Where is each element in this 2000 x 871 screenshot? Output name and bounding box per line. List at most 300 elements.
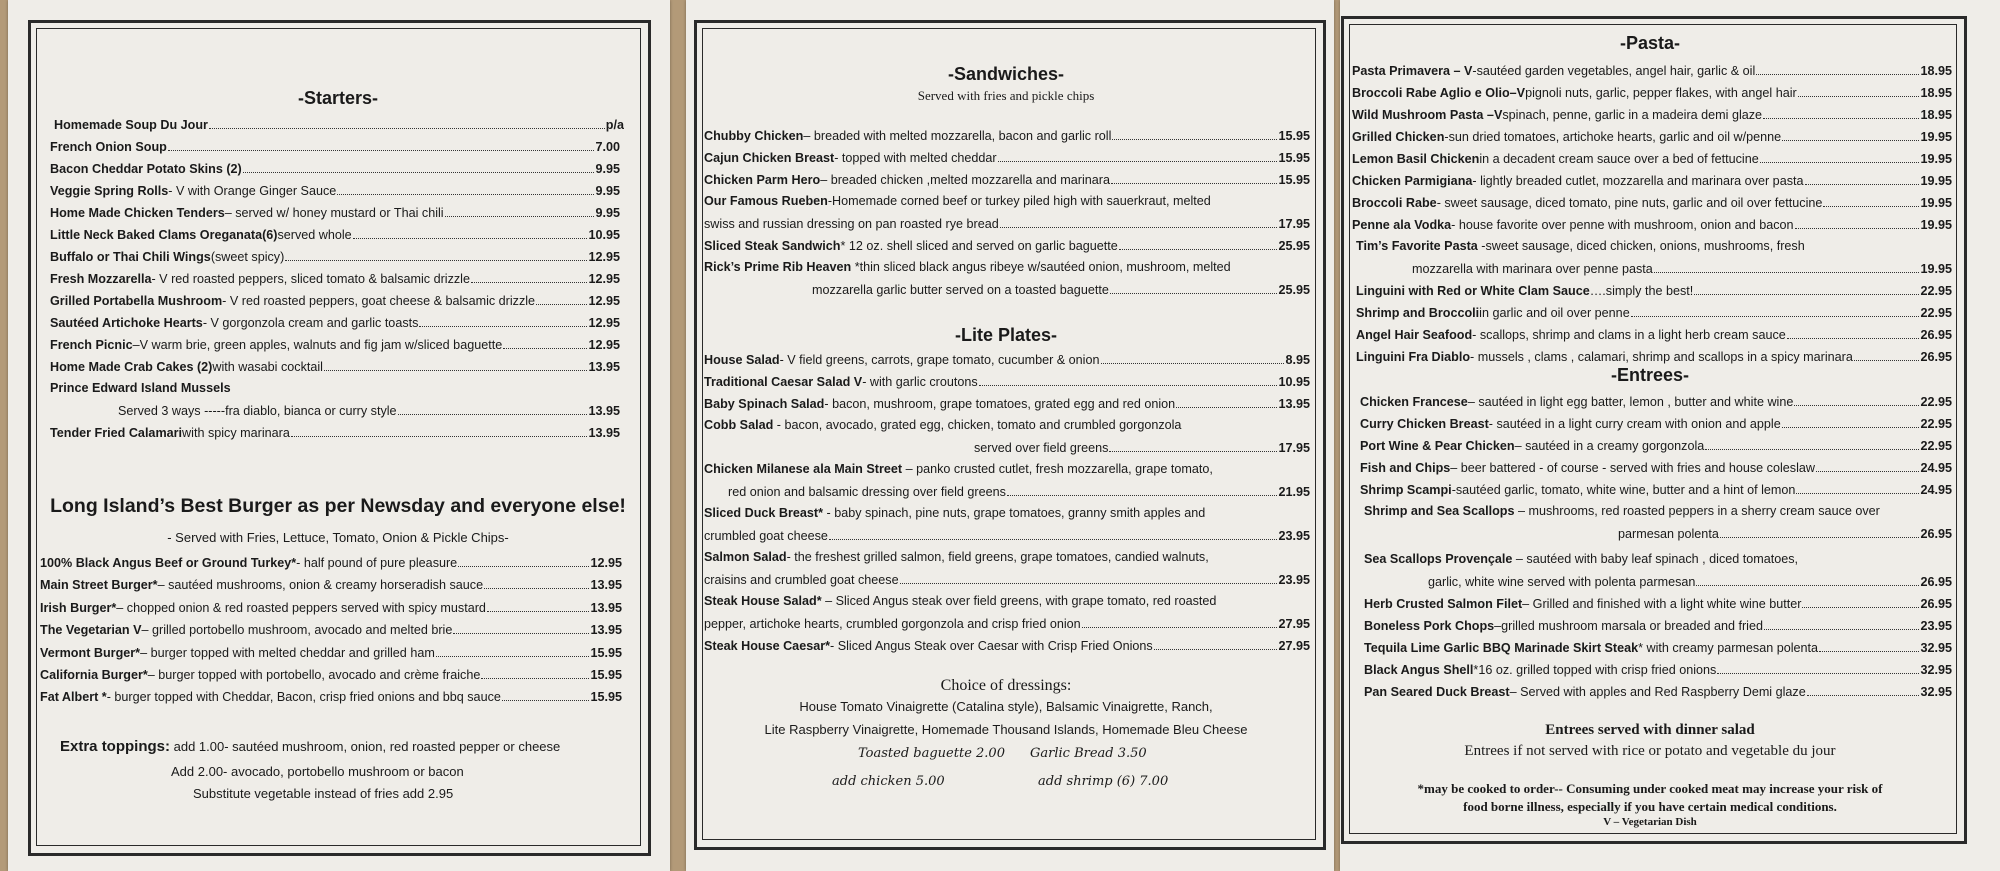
- item-description: - V with Orange Ginger Sauce: [168, 184, 337, 198]
- warning-line-2: food borne illness, especially if you have certain medical conditions.: [1463, 799, 1837, 814]
- item-price: 15.95: [590, 668, 622, 682]
- item-price: 12.95: [588, 272, 620, 286]
- item-description: – Served with apples and Red Raspberry Demi glaze: [1509, 685, 1806, 699]
- item-price: 9.95: [595, 184, 620, 198]
- item-description: *thin sliced black angus ribeye w/sautéed onion, mushroom, melted: [851, 260, 1231, 274]
- item-description: – panko crusted cutlet, fresh mozzarella, grape tomato,: [902, 462, 1213, 476]
- menu-item-lemon-basil-chicken: [1352, 148, 1952, 168]
- menu-item-california-burger: [40, 664, 622, 684]
- item-description: swiss and russian dressing on pan roasted rye bread: [704, 217, 999, 231]
- item-price: 21.95: [1278, 485, 1310, 499]
- menu-item-tim-s-favorite-pasta: [1356, 236, 1805, 256]
- item-price: 18.95: [1920, 64, 1952, 78]
- item-name: Penne ala Vodka: [1352, 218, 1452, 232]
- menu-item-served-over-field-greens: [974, 437, 1310, 457]
- item-price: 13.95: [1278, 397, 1310, 411]
- dot-leader: [1819, 637, 1919, 652]
- dot-leader: [168, 136, 595, 151]
- menu-item-mussels-cont: [118, 400, 620, 420]
- menu-item-tequila-lime-garlic-bbq-marinade-skirt-s: [1364, 637, 1952, 657]
- item-name: Little Neck Baked Clams Oreganata(6): [50, 228, 278, 242]
- item-price: 10.95: [588, 228, 620, 242]
- item-name: Linguini Fra Diablo: [1356, 350, 1471, 364]
- item-price: 8.95: [1285, 353, 1310, 367]
- menu-item-main-street-burger: [40, 574, 622, 594]
- item-price: 26.95: [1920, 527, 1952, 541]
- dot-leader: [285, 246, 587, 261]
- item-name: Fat Albert *: [40, 690, 107, 705]
- dressings-line-1: House Tomato Vinaigrette (Catalina style), Balsamic Vinaigrette, Ranch,: [799, 699, 1213, 714]
- menu-item-linguini-fra-diablo: [1356, 346, 1952, 366]
- handwritten-add-shrimp: add shrimp (6) 7.00: [1038, 774, 1169, 789]
- item-description: - V gorgonzola cream and garlic toasts: [202, 316, 419, 330]
- item-name: Sautéed Artichoke Hearts: [50, 316, 203, 330]
- menu-item-chicken-francese: [1360, 391, 1952, 411]
- menu-item-fish-and-chips: [1360, 457, 1952, 477]
- item-description: - sweet sausage, diced tomato, pine nuts, garlic and oil over fettucine: [1436, 196, 1823, 210]
- item-name: Tim’s Favorite Pasta: [1356, 239, 1478, 253]
- dot-leader: [1802, 593, 1919, 608]
- item-name: Shrimp Scampi: [1360, 483, 1452, 497]
- item-description: – burger topped with portobello, avocado and crème fraiche: [147, 668, 481, 682]
- menu-item-chicken-milanese-ala-main-street: [704, 459, 1213, 479]
- item-description: – sautéed with baby leaf spinach , diced tomatoes,: [1512, 552, 1799, 566]
- item-name: Steak House Salad*: [704, 594, 822, 608]
- sandwiches-title: -Sandwiches-: [947, 64, 1065, 84]
- item-name: Buffalo or Thai Chili Wings: [50, 250, 211, 264]
- item-price: 22.95: [1920, 284, 1952, 298]
- item-description: * 12 oz. shell sliced and served on garlic baguette: [840, 239, 1118, 253]
- menu-item-traditional-caesar-salad-v: [704, 371, 1310, 391]
- item-name: Lemon Basil Chicken: [1352, 152, 1480, 166]
- item-price: 17.95: [1278, 441, 1310, 455]
- item-description: (sweet spicy): [210, 250, 285, 264]
- menu-item-mozzarella-with-marinara-over-penne-past: [1412, 258, 1952, 278]
- menu-item-broccoli-rabe-aglio-e-olio-v: [1352, 82, 1952, 102]
- menu-item-chicken-parm-hero: [704, 169, 1310, 189]
- dot-leader: [1109, 437, 1277, 452]
- item-price: 27.95: [1278, 617, 1310, 631]
- item-name: Chicken Parmigiana: [1352, 174, 1473, 188]
- item-price: 23.95: [1920, 619, 1952, 633]
- item-name: Port Wine & Pear Chicken: [1360, 439, 1515, 453]
- pasta-title: -Pasta-: [1619, 33, 1681, 53]
- dot-leader: [503, 334, 587, 349]
- dot-leader: [337, 180, 594, 195]
- menu-item-home-made-crab-cakes-2: [50, 356, 620, 376]
- item-description: - with garlic croutons: [862, 375, 978, 389]
- dot-leader: [445, 202, 595, 217]
- item-price: 10.95: [1278, 375, 1310, 389]
- item-price: 13.95: [588, 404, 620, 418]
- item-description: - sautéed in a light curry cream with onion and apple: [1488, 417, 1781, 431]
- item-price: 19.95: [1920, 218, 1952, 232]
- item-name: Cajun Chicken Breast: [704, 151, 835, 165]
- dot-leader: [1717, 659, 1919, 674]
- item-description: served whole: [277, 228, 352, 242]
- item-name: Tender Fried Calamari: [50, 426, 183, 440]
- item-description: - the freshest grilled salmon, field greens, grape tomatoes, candied walnuts,: [786, 550, 1209, 564]
- item-name: Our Famous Rueben: [704, 194, 828, 208]
- dot-leader: [1798, 82, 1920, 97]
- dot-leader: [436, 642, 590, 657]
- item-name: Tequila Lime Garlic BBQ Marinade Skirt Steak: [1364, 641, 1639, 655]
- item-price: 12.95: [588, 316, 620, 330]
- item-name: Herb Crusted Salmon Filet: [1364, 597, 1523, 611]
- item-name: Irish Burger*: [40, 600, 117, 615]
- dot-leader: [487, 597, 590, 612]
- dot-leader: [1756, 60, 1919, 75]
- dot-leader: [1782, 413, 1920, 428]
- item-description: – sautéed in light egg batter, lemon , butter and white wine: [1467, 395, 1794, 409]
- item-name: Traditional Caesar Salad V: [704, 375, 863, 389]
- menu-item-irish-burger: [40, 597, 622, 617]
- menu-item-boneless-pork-chops: [1364, 615, 1952, 635]
- item-name: Home Made Chicken Tenders: [50, 206, 225, 220]
- item-description: - bacon, avocado, grated egg, chicken, tomato and crumbled gorgonzola: [773, 418, 1182, 432]
- dot-leader: [1176, 393, 1277, 408]
- dot-leader: [502, 686, 590, 701]
- item-description: garlic, white wine served with polenta parmesan: [1428, 575, 1696, 589]
- dot-leader: [1816, 457, 1920, 472]
- menu-item-veggie-spring-rolls: [50, 180, 620, 200]
- dot-leader: [481, 664, 589, 679]
- item-description: - Sliced Angus Steak over Caesar with Crisp Fried Onions: [830, 639, 1153, 653]
- menu-item-100-black-angus-beef-or-ground-turkey: [40, 552, 622, 572]
- menu-item-sliced-steak-sandwich: [704, 235, 1310, 255]
- right-panel: [1340, 0, 2000, 871]
- dot-leader: [1101, 349, 1285, 364]
- item-name: Curry Chicken Breast: [1360, 417, 1489, 431]
- item-description: - mussels , clams , calamari, shrimp and scallops in a spicy marinara: [1470, 350, 1853, 364]
- item-price: 32.95: [1920, 641, 1952, 655]
- item-description: -Homemade corned beef or turkey piled high with sauerkraut, melted: [827, 194, 1211, 208]
- item-description: with spicy marinara: [182, 426, 290, 440]
- item-name: Bacon Cheddar Potato Skins (2): [50, 162, 242, 176]
- menu-item-grilled-chicken: [1352, 126, 1952, 146]
- item-description: – sautéed in a creamy gorgonzola: [1514, 439, 1705, 453]
- item-name: Linguini with Red or White Clam Sauce: [1356, 284, 1590, 298]
- item-price: 15.95: [1278, 129, 1310, 143]
- item-name: Rick’s Prime Rib Heaven: [704, 260, 852, 274]
- dot-leader: [419, 312, 587, 327]
- item-name: Pan Seared Duck Breast: [1364, 685, 1510, 699]
- item-description: - V red roasted peppers, sliced tomato & balsamic drizzle: [151, 272, 470, 286]
- dot-leader: [998, 147, 1278, 162]
- item-description: *16 oz. grilled topped with crisp fried onions: [1473, 663, 1717, 677]
- dressings-title: Choice of dressings:: [940, 677, 1072, 694]
- item-description: -sautéed garlic, tomato, white wine, butter and a hint of lemon: [1451, 483, 1796, 497]
- dot-leader: [1654, 258, 1920, 273]
- menu-item-cobb-salad: [704, 415, 1181, 435]
- salad-note: Entrees served with dinner salad: [1545, 722, 1755, 738]
- menu-item-craisins-and-crumbled-goat-cheese: [704, 569, 1310, 589]
- lite-plates-title: -Lite Plates-: [954, 325, 1058, 345]
- menu-item-fresh-mozzarella: [50, 268, 620, 288]
- menu-item-red-onion-and-balsamic-dressing-over-fie: [728, 481, 1310, 501]
- item-price: 15.95: [590, 645, 622, 660]
- item-price: 26.95: [1920, 597, 1952, 611]
- toppings-line-1: Extra toppings: add 1.00- sautéed mushroom, onion, red roasted pepper or cheese: [60, 738, 561, 755]
- item-description: – Sliced Angus steak over field greens, with grape tomato, red roasted: [821, 594, 1217, 608]
- item-description: mozzarella garlic butter served on a toasted baguette: [812, 283, 1109, 297]
- menu-item-little-neck-baked-clams-oreganata-6: [50, 224, 620, 244]
- item-price: 23.95: [1278, 573, 1310, 587]
- entrees-title: -Entrees-: [1610, 365, 1690, 385]
- warning-line-1: *may be cooked to order-- Consuming under cooked meat may increase your risk of: [1417, 781, 1883, 796]
- menu-item-rick-s-prime-rib-heaven: [704, 257, 1231, 277]
- menu-item-linguini-with-red-or-white-clam-sauce: [1356, 280, 1952, 300]
- menu-item-prince-edward-island-mussels: [50, 378, 620, 398]
- item-price: 12.95: [588, 250, 620, 264]
- item-price: 19.95: [1920, 262, 1952, 276]
- item-description: – chopped onion & red roasted peppers served with spicy mustard: [116, 600, 486, 615]
- item-name: California Burger*: [40, 668, 148, 682]
- dot-leader: [1694, 280, 1919, 295]
- item-price: 26.95: [1920, 328, 1952, 342]
- item-description: – beer battered - of course - served with fries and house coleslaw: [1450, 461, 1815, 475]
- menu-item-bacon-cheddar-potato-skins-2: [50, 158, 620, 178]
- dot-leader: [1763, 104, 1919, 119]
- menu-item-house-salad: [704, 349, 1310, 369]
- menu-item-mozzarella-garlic-butter-served-on-a-toa: [812, 279, 1310, 299]
- item-description: - lightly breaded cutlet, mozzarella and marinara over pasta: [1472, 174, 1804, 188]
- dot-leader: [1110, 279, 1278, 294]
- item-name: Sliced Duck Breast*: [704, 506, 823, 520]
- item-name: Pasta Primavera – V: [1352, 64, 1473, 78]
- item-price: 32.95: [1920, 685, 1952, 699]
- menu-item-buffalo-or-thai-chili-wings: [50, 246, 620, 266]
- menu-item-shrimp-and-broccoli: [1356, 302, 1952, 322]
- menu-item-the-vegetarian-v: [40, 619, 622, 639]
- item-name: Main Street Burger*: [40, 578, 158, 593]
- toppings-label: Extra toppings:: [60, 738, 171, 755]
- menu-item-swiss-and-russian-dressing-on-pan-roaste: [704, 213, 1310, 233]
- item-price: 22.95: [1920, 395, 1952, 409]
- item-price: 9.95: [595, 206, 620, 220]
- item-description: red onion and balsamic dressing over field greens: [728, 485, 1006, 499]
- menu-item-curry-chicken-breast: [1360, 413, 1952, 433]
- sandwiches-subtitle: Served with fries and pickle chips: [917, 88, 1095, 103]
- item-name: Sea Scallops Provençale: [1364, 552, 1513, 566]
- item-description: - burger topped with Cheddar, Bacon, crisp fried onions and bbq sauce: [106, 690, 501, 705]
- menu-item-steak-house-caesar: [704, 635, 1310, 655]
- item-price: 13.95: [590, 623, 622, 638]
- item-name: Grilled Chicken: [1352, 130, 1445, 144]
- dot-leader: [1705, 435, 1919, 450]
- left-panel: [8, 0, 670, 871]
- vegetarian-note: V – Vegetarian Dish: [1603, 816, 1697, 828]
- item-price: 13.95: [588, 426, 620, 440]
- item-price: 19.95: [1920, 152, 1952, 166]
- toppings-line-2: Add 2.00- avocado, portobello mushroom or bacon: [171, 764, 464, 779]
- item-price: 22.95: [1920, 439, 1952, 453]
- menu-item-wild-mushroom-pasta-v: [1352, 104, 1952, 124]
- dot-leader: [453, 619, 589, 634]
- item-description: –V warm brie, green apples, walnuts and fig jam w/sliced baguette: [132, 338, 503, 352]
- dot-leader: [1631, 302, 1920, 317]
- dot-leader: [1787, 324, 1920, 339]
- menu-item-tender-fried-calamari: [50, 422, 620, 442]
- menu-item-vermont-burger: [40, 642, 622, 662]
- menu-item-shrimp-scampi: [1360, 479, 1952, 499]
- item-name: Homemade Soup Du Jour: [54, 118, 208, 132]
- dot-leader: [1082, 613, 1278, 628]
- item-name: Baby Spinach Salad: [704, 397, 825, 411]
- menu-item-salmon-salad: [704, 547, 1209, 567]
- item-price: 19.95: [1920, 174, 1952, 188]
- item-name: Grilled Portabella Mushroom: [50, 294, 223, 308]
- item-description: –grilled mushroom marsala or breaded and fried: [1494, 619, 1763, 633]
- dot-leader: [829, 525, 1278, 540]
- item-name: Veggie Spring Rolls: [50, 184, 169, 198]
- dot-leader: [1720, 523, 1920, 538]
- item-name: French Onion Soup: [50, 140, 167, 154]
- item-price: 13.95: [588, 360, 620, 374]
- dot-leader: [1795, 214, 1920, 229]
- item-name: Wild Mushroom Pasta –V: [1352, 108, 1503, 122]
- item-description: - half pound of pure pleasure: [296, 556, 458, 570]
- dot-leader: [1805, 170, 1920, 185]
- menu-item-cajun-chicken-breast: [704, 147, 1310, 167]
- item-price: 24.95: [1920, 483, 1952, 497]
- menu-item-our-famous-rueben: [704, 191, 1211, 211]
- dot-leader: [484, 574, 589, 589]
- burger-subtitle: - Served with Fries, Lettuce, Tomato, Onion & Pickle Chips-: [167, 530, 509, 545]
- handwritten-garlic-bread: Garlic Bread 3.50: [1030, 746, 1147, 761]
- item-price: 7.00: [595, 140, 620, 154]
- dot-leader: [900, 569, 1278, 584]
- dot-leader: [1854, 346, 1920, 361]
- item-description: -sautéed garden vegetables, angel hair, garlic & oil: [1472, 64, 1756, 78]
- item-description: Served 3 ways -----fra diablo, bianca or curry style: [118, 404, 397, 418]
- menu-item-parmesan-polenta: [1618, 523, 1952, 543]
- dot-leader: [1007, 481, 1278, 496]
- dot-leader: [536, 290, 587, 305]
- item-price: 12.95: [588, 294, 620, 308]
- item-name: Angel Hair Seafood: [1356, 328, 1473, 342]
- item-description: – sautéed mushrooms, onion & creamy horseradish sauce: [157, 578, 484, 593]
- item-price: 15.95: [1278, 173, 1310, 187]
- item-description: crumbled goat cheese: [704, 529, 828, 543]
- item-name: Shrimp and Sea Scallops: [1364, 504, 1515, 518]
- dot-leader: [1782, 126, 1919, 141]
- item-price: 25.95: [1278, 239, 1310, 253]
- item-description: ….simply the best!: [1589, 284, 1694, 298]
- item-name: Sliced Steak Sandwich: [704, 239, 841, 253]
- dot-leader: [1119, 235, 1278, 250]
- dot-leader: [291, 422, 588, 437]
- item-name: Chubby Chicken: [704, 129, 804, 143]
- item-description: * with creamy parmesan polenta: [1638, 641, 1819, 655]
- item-name: Black Angus Shell: [1364, 663, 1474, 677]
- dot-leader: [1794, 391, 1919, 406]
- item-description: with wasabi cocktail: [212, 360, 323, 374]
- dot-leader: [1760, 148, 1920, 163]
- item-name: 100% Black Angus Beef or Ground Turkey*: [40, 556, 297, 570]
- item-description: - scallops, shrimp and clams in a light herb cream sauce: [1472, 328, 1786, 342]
- item-description: served over field greens: [974, 441, 1109, 455]
- dot-leader: [1807, 681, 1920, 696]
- item-description: -sweet sausage, diced chicken, onions, mushrooms, fresh: [1477, 239, 1805, 253]
- menu-item-shrimp-and-sea-scallops: [1364, 501, 1880, 521]
- item-price: 13.95: [590, 600, 622, 615]
- item-description: -sun dried tomatoes, artichoke hearts, garlic and oil w/penne: [1444, 130, 1782, 144]
- menu-item-crumbled-goat-cheese: [704, 525, 1310, 545]
- item-name: Broccoli Rabe Aglio e Olio–V: [1352, 86, 1526, 100]
- item-name: Salmon Salad: [704, 550, 787, 564]
- item-description: – served w/ honey mustard or Thai chili: [224, 206, 444, 220]
- menu-item-angel-hair-seafood: [1356, 324, 1952, 344]
- dot-leader: [1112, 125, 1277, 140]
- item-price: 9.95: [595, 162, 620, 176]
- item-price: 26.95: [1920, 350, 1952, 364]
- item-name: House Salad: [704, 353, 780, 367]
- item-name: Chicken Francese: [1360, 395, 1468, 409]
- menu-item-homemade-soup-du-jour: [54, 114, 624, 134]
- dot-leader: [1764, 615, 1920, 630]
- item-description: in garlic and oil over penne: [1479, 306, 1630, 320]
- item-name: Fresh Mozzarella: [50, 272, 152, 286]
- item-description: - bacon, mushroom, grape tomatoes, grated egg and red onion: [824, 397, 1176, 411]
- item-name: Cobb Salad: [704, 418, 774, 432]
- item-name: Shrimp and Broccoli: [1356, 306, 1480, 320]
- menu-item-sea-scallops-proven-ale: [1364, 549, 1798, 569]
- item-price: 12.95: [590, 556, 622, 570]
- toppings-line-3: Substitute vegetable instead of fries add 2.95: [193, 786, 454, 801]
- dot-leader: [1111, 169, 1277, 184]
- dot-leader: [243, 158, 595, 173]
- item-description: mozzarella with marinara over penne pasta: [1412, 262, 1653, 276]
- middle-panel: [686, 0, 1334, 871]
- dot-leader: [1696, 571, 1919, 586]
- item-name: Boneless Pork Chops: [1364, 619, 1495, 633]
- dot-leader: [458, 552, 589, 567]
- menu-item-pan-seared-duck-breast: [1364, 681, 1952, 701]
- dot-leader: [1823, 192, 1919, 207]
- item-price: 25.95: [1278, 283, 1310, 297]
- item-description: - V red roasted peppers, goat cheese & balsamic drizzle: [222, 294, 536, 308]
- menu-item-steak-house-salad: [704, 591, 1216, 611]
- item-price: 12.95: [588, 338, 620, 352]
- item-price: 18.95: [1920, 108, 1952, 122]
- handwritten-baguette: Toasted baguette 2.00: [858, 746, 1005, 761]
- item-price: 15.95: [1278, 151, 1310, 165]
- item-price: 22.95: [1920, 417, 1952, 431]
- item-price: 32.95: [1920, 663, 1952, 677]
- menu-item-fat-albert: [40, 686, 622, 706]
- menu-item-home-made-chicken-tenders: [50, 202, 620, 222]
- menu-item-saut-ed-artichoke-hearts: [50, 312, 620, 332]
- item-name: Chicken Milanese ala Main Street: [704, 462, 903, 476]
- dot-leader: [1796, 479, 1919, 494]
- burger-title: Long Island’s Best Burger as per Newsday and everyone else!: [50, 495, 626, 517]
- item-name: Vermont Burger*: [40, 645, 141, 660]
- item-description: - V field greens, carrots, grape tomato, cucumber & onion: [779, 353, 1100, 367]
- menu-item-french-onion-soup: [50, 136, 620, 156]
- item-price: 26.95: [1920, 575, 1952, 589]
- item-description: - house favorite over penne with mushroom, onion and bacon: [1451, 218, 1794, 232]
- item-description: – breaded chicken ,melted mozzarella and marinara: [820, 173, 1110, 187]
- menu-item-baby-spinach-salad: [704, 393, 1310, 413]
- item-description: pepper, artichoke hearts, crumbled gorgonzola and crisp fried onion: [704, 617, 1081, 631]
- item-description: – breaded with melted mozzarella, bacon and garlic roll: [803, 129, 1112, 143]
- dot-leader: [1000, 213, 1278, 228]
- menu-item-broccoli-rabe: [1352, 192, 1952, 212]
- dot-leader: [209, 114, 605, 129]
- item-price: p/a: [605, 118, 624, 132]
- menu-item-black-angus-shell: [1364, 659, 1952, 679]
